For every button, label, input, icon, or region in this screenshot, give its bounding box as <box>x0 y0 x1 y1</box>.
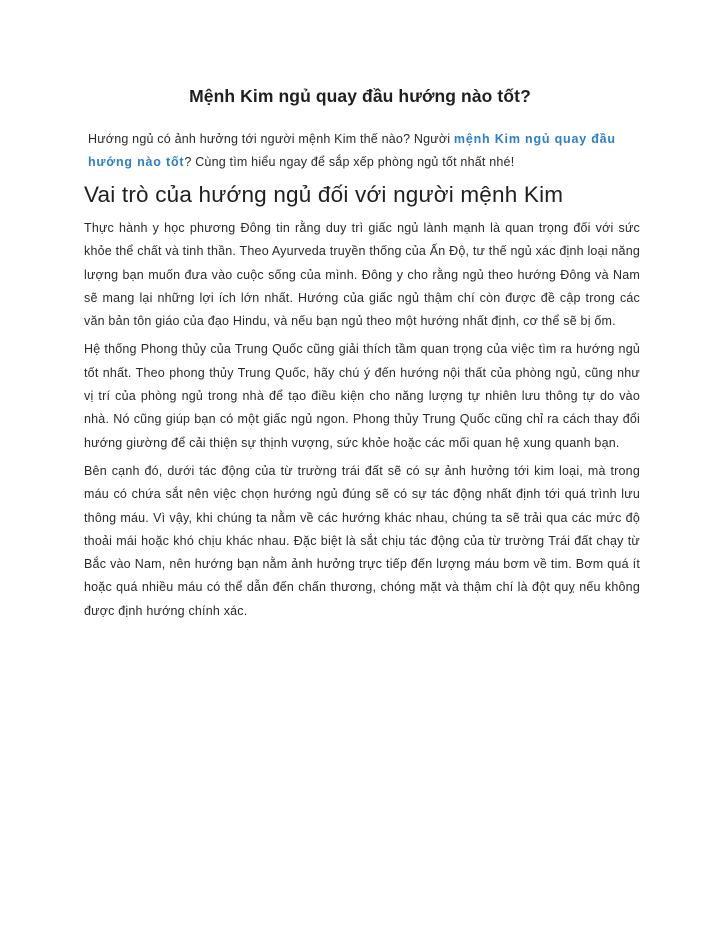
body-paragraph-3: Bên cạnh đó, dưới tác động của từ trường trái đất sẽ có sự ảnh hưởng tới kim loại, mà trong máu có chứa sắt nên việc chọn hướng ngủ đúng sẽ có sự tác động nhất định tới quá trình lưu thông máu. Vì vậy, khi chúng ta nằm về các hướng khác nhau, chúng ta sẽ trải qua các mức độ thoải mái hoặc khó chịu khác nhau. Đặc biệt là sắt chịu tác động của từ trường Trái đất chạy từ Bắc vào Nam, nên hướng bạn nằm ảnh hưởng trực tiếp đến lượng máu bơm về tim. Bơm quá ít hoặc quá nhiều máu có thể dẫn đến chấn thương, chóng mặt và thậm chí là đột quỵ nếu không được định hướng chính xác. <box>84 463 640 618</box>
article-link[interactable]: mệnh Kim ngủ quay đầu hướng nào tốt <box>88 132 616 169</box>
section-heading: Vai trò của hướng ngủ đối với người mệnh Kim <box>84 182 564 207</box>
intro-paragraph <box>88 128 644 174</box>
section-body <box>84 217 640 628</box>
page-title: Mệnh Kim ngủ quay đầu hướng nào tốt? <box>189 86 531 106</box>
intro-text-after-link: ? Cùng tìm hiểu ngay để sắp xếp phòng ngủ tốt nhất nhé! <box>184 155 515 169</box>
body-paragraph-2: Hệ thống Phong thủy của Trung Quốc cũng giải thích tầm quan trọng của việc tìm ra hướng ngủ tốt nhất. Theo phong thủy Trung Quốc, hãy chú ý đến hướng nội thất của phòng ngủ, cũng như vị trí của phòng ngủ trong nhà để tạo điều kiện cho năng lượng tự nhiên lưu thông tự do vào nhà. Nó cũng giúp bạn có một giấc ngủ ngon. Phong thủy Trung Quốc cũng chỉ ra cách thay đổi hướng giường để cải thiện sự thịnh vượng, sức khỏe hoặc các mối quan hệ xung quanh bạn. <box>84 342 640 450</box>
intro-text-before-link: Hướng ngủ có ảnh hưởng tới người mệnh Kim thế nào? Người <box>88 132 454 146</box>
body-paragraph-1: Thực hành y học phương Đông tin rằng duy trì giấc ngủ lành mạnh là quan trọng đối với sức khỏe thể chất và tinh thần. Theo Ayurveda truyền thống của Ấn Độ, tư thế ngủ xác định loại năng lượng bạn muốn đưa vào cuộc sống của mình. Đông y cho rằng ngủ theo hướng Đông và Nam sẽ mang lại những lợi ích lớn nhất. Hướng của giấc ngủ thậm chí còn được đề cập trong các văn bản tôn giáo của đạo Hindu, và nếu bạn ngủ theo một hướng nhất định, cơ thể sẽ bị ốm. <box>84 221 640 329</box>
